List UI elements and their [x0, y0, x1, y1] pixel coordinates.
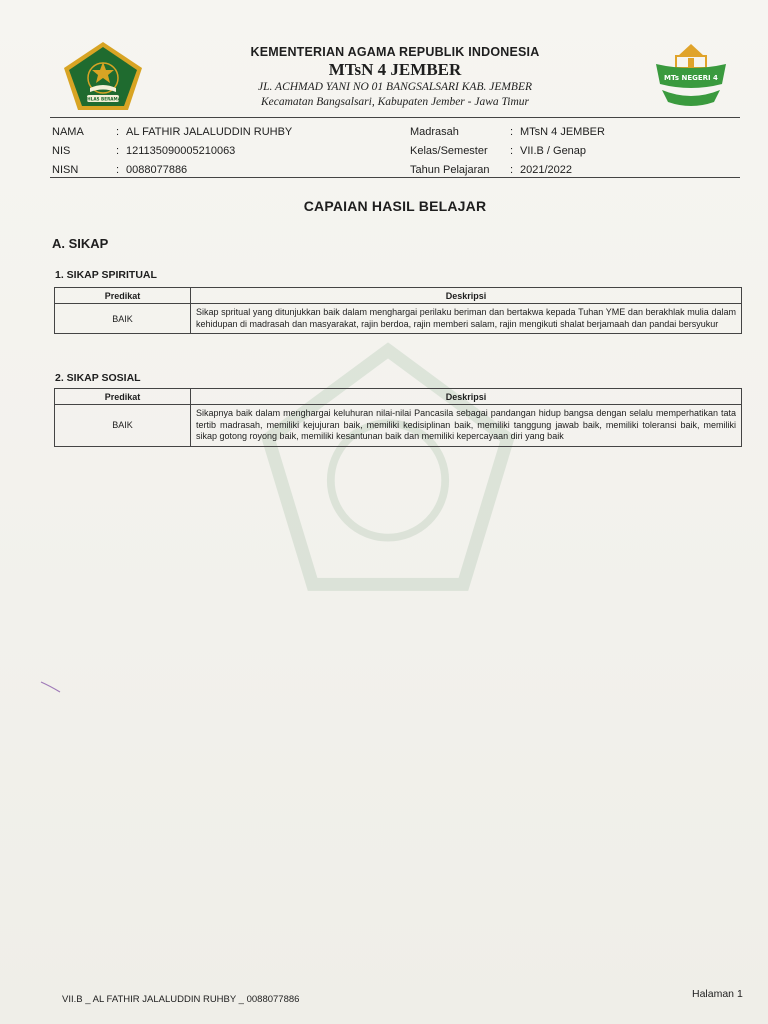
row-nis: [52, 142, 292, 161]
social-table: [54, 388, 742, 447]
colon: :: [116, 145, 120, 157]
colon: :: [510, 145, 514, 157]
nisn-value: 0088077886: [126, 164, 188, 176]
page-number: Halaman 1: [692, 988, 743, 1000]
ministry-name: KEMENTERIAN AGAMA REPUBLIK INDONESIA: [250, 45, 540, 59]
colon: :: [510, 164, 514, 176]
social-predicate: BAIK: [55, 405, 191, 447]
description-header: Deskripsi: [191, 389, 742, 405]
letterhead: [160, 44, 630, 110]
class-value: VII.B / Genap: [520, 145, 587, 157]
nis-value: 121135090005210063: [126, 145, 236, 157]
predicate-header: Predikat: [55, 288, 191, 304]
student-identity-right: [410, 123, 605, 180]
row-madrasah: [410, 123, 605, 142]
predicate-header: Predikat: [55, 389, 191, 405]
table-row: [55, 405, 742, 447]
year-value: 2021/2022: [520, 164, 572, 176]
spiritual-heading: 1. SIKAP SPIRITUAL: [55, 269, 157, 281]
student-identity-left: [52, 123, 292, 180]
header-divider: [50, 117, 740, 118]
document-title: CAPAIAN HASIL BELAJAR: [303, 198, 487, 214]
colon: :: [510, 126, 514, 138]
name-value: AL FATHIR JALALUDDIN RUHBY: [126, 126, 293, 138]
school-address: JL. ACHMAD YANI NO 01 BANGSALSARI KAB. JEMBER: [258, 81, 532, 93]
table-header-row: [55, 288, 742, 304]
watermark-emblem-icon: [258, 340, 518, 600]
social-heading: 2. SIKAP SOSIAL: [55, 372, 141, 384]
table-header-row: [55, 389, 742, 405]
section-a-title: A. SIKAP: [52, 236, 109, 251]
kemenag-emblem-icon: [62, 40, 144, 112]
spiritual-description: Sikap spritual yang ditunjukkan baik dalam menghargai perilaku beriman dan bertakwa kepada Tuhan YME dan berakhlak mulia dalam kehidupan di madrasah dan masyarakat, rajin berdoa, rajin memberi salam, rajin mengikuti shalat berjamaah dan pandai bersyukur: [191, 304, 742, 334]
logo-left-text: IKHLAS BERAMAL: [82, 96, 124, 102]
name-label: NAMA: [52, 126, 84, 138]
school-district: Kecamatan Bangsalsari, Kabupaten Jember - Jawa Timur: [261, 96, 529, 108]
footer-student-line: VII.B _ AL FATHIR JALALUDDIN RUHBY _ 0088077886: [62, 994, 300, 1005]
description-header: Deskripsi: [191, 288, 742, 304]
table-row: [55, 304, 742, 334]
logo-right-text: MTs NEGERI 4: [664, 74, 718, 82]
class-label: Kelas/Semester: [410, 145, 488, 157]
nis-label: NIS: [52, 145, 71, 157]
madrasah-label: Madrasah: [410, 126, 459, 138]
school-name: MTsN 4 JEMBER: [328, 60, 462, 79]
pen-mark-icon: [40, 680, 62, 694]
social-description: Sikapnya baik dalam menghargai keluhuran nilai-nilai Pancasila sebagai pandangan hidup bangsa dengan selalu memperhatikan tata tertib madrasah, memiliki kejujuran baik, memiliki kedisiplinan baik, memiliki tanggung jawab baik, memiliki toleransi baik, memiliki sikap gotong royong baik, memiliki kesantunan baik dan memiliki kepercayaan diri yang baik: [191, 405, 742, 447]
colon: :: [116, 164, 120, 176]
colon: :: [116, 126, 120, 138]
nisn-label: NISN: [52, 164, 79, 176]
mtsn4-logo-icon: [652, 40, 730, 110]
spiritual-predicate: BAIK: [55, 304, 191, 334]
row-class: [410, 142, 605, 161]
spiritual-table: [54, 287, 742, 334]
year-label: Tahun Pelajaran: [410, 164, 490, 176]
madrasah-value: MTsN 4 JEMBER: [520, 126, 605, 138]
row-name: [52, 123, 292, 142]
identity-divider: [50, 177, 740, 178]
